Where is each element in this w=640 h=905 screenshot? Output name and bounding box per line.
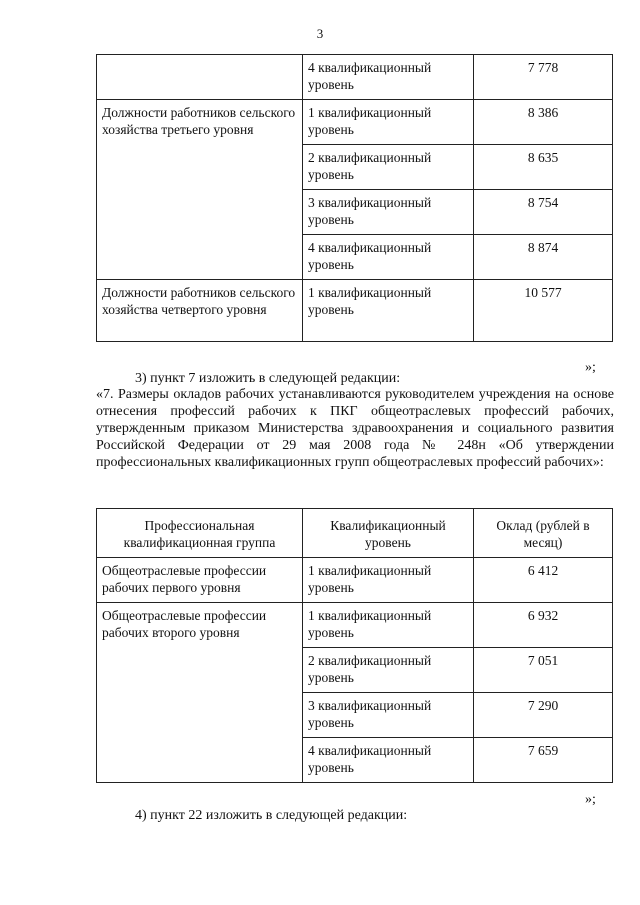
paragraph-7: «7. Размеры окладов рабочих устанавливаются руководителем учреждения на основе отнесения профессий рабочих к ПКГ общеотраслевых профессий рабочих, утвержденным приказом Министерства здравоохранения и социального развития Российской Федерации от 29 мая 2008 года № 248н «Об утверждении профессиональных квалификационных групп общеотраслевых профессий рабочих»: xyxy=(96,387,614,470)
salary-cell: 6 932 xyxy=(474,603,613,648)
item-4-text: 4) пункт 22 изложить в следующей редакции: xyxy=(135,808,408,823)
group-cell: Должности работников сельского хозяйства четвертого уровня xyxy=(97,280,303,342)
item-3-text: 3) пункт 7 изложить в следующей редакции: xyxy=(135,371,401,386)
table-header-row xyxy=(97,509,613,558)
level-cell: 1 квалификационный уровень xyxy=(303,280,474,342)
level-cell: 1 квалификационный уровень xyxy=(303,558,474,603)
salary-cell: 7 051 xyxy=(474,648,613,693)
closing-quote: »; xyxy=(585,792,596,807)
salary-cell: 8 635 xyxy=(474,145,613,190)
salary-cell: 8 874 xyxy=(474,235,613,280)
header-level: Квалификационный уровень xyxy=(303,509,474,558)
group-cell xyxy=(97,55,303,100)
salary-cell: 6 412 xyxy=(474,558,613,603)
group-cell: Общеотраслевые профессии рабочих второго уровня xyxy=(97,603,303,783)
table-row xyxy=(97,55,613,100)
salary-cell: 7 659 xyxy=(474,738,613,783)
page-number: 3 xyxy=(316,26,324,41)
table-row xyxy=(97,280,613,342)
level-cell: 2 квалификационный уровень xyxy=(303,648,474,693)
header-group: Профессиональная квалификационная группа xyxy=(97,509,303,558)
salary-table-workers xyxy=(96,508,613,783)
salary-cell: 8 754 xyxy=(474,190,613,235)
header-salary: Оклад (рублей в месяц) xyxy=(474,509,613,558)
table-row xyxy=(97,558,613,603)
level-cell: 4 квалификационный уровень xyxy=(303,55,474,100)
group-cell: Должности работников сельского хозяйства третьего уровня xyxy=(97,100,303,280)
level-cell: 2 квалификационный уровень xyxy=(303,145,474,190)
salary-table-agriculture xyxy=(96,54,613,342)
level-cell: 1 квалификационный уровень xyxy=(303,100,474,145)
salary-cell: 8 386 xyxy=(474,100,613,145)
salary-cell: 7 778 xyxy=(474,55,613,100)
table-row xyxy=(97,100,613,145)
level-cell: 4 квалификационный уровень xyxy=(303,738,474,783)
salary-cell: 10 577 xyxy=(474,280,613,342)
closing-quote: »; xyxy=(585,360,596,375)
level-cell: 3 квалификационный уровень xyxy=(303,190,474,235)
level-cell: 4 квалификационный уровень xyxy=(303,235,474,280)
group-cell: Общеотраслевые профессии рабочих первого уровня xyxy=(97,558,303,603)
table-row xyxy=(97,603,613,648)
level-cell: 3 квалификационный уровень xyxy=(303,693,474,738)
level-cell: 1 квалификационный уровень xyxy=(303,603,474,648)
salary-cell: 7 290 xyxy=(474,693,613,738)
